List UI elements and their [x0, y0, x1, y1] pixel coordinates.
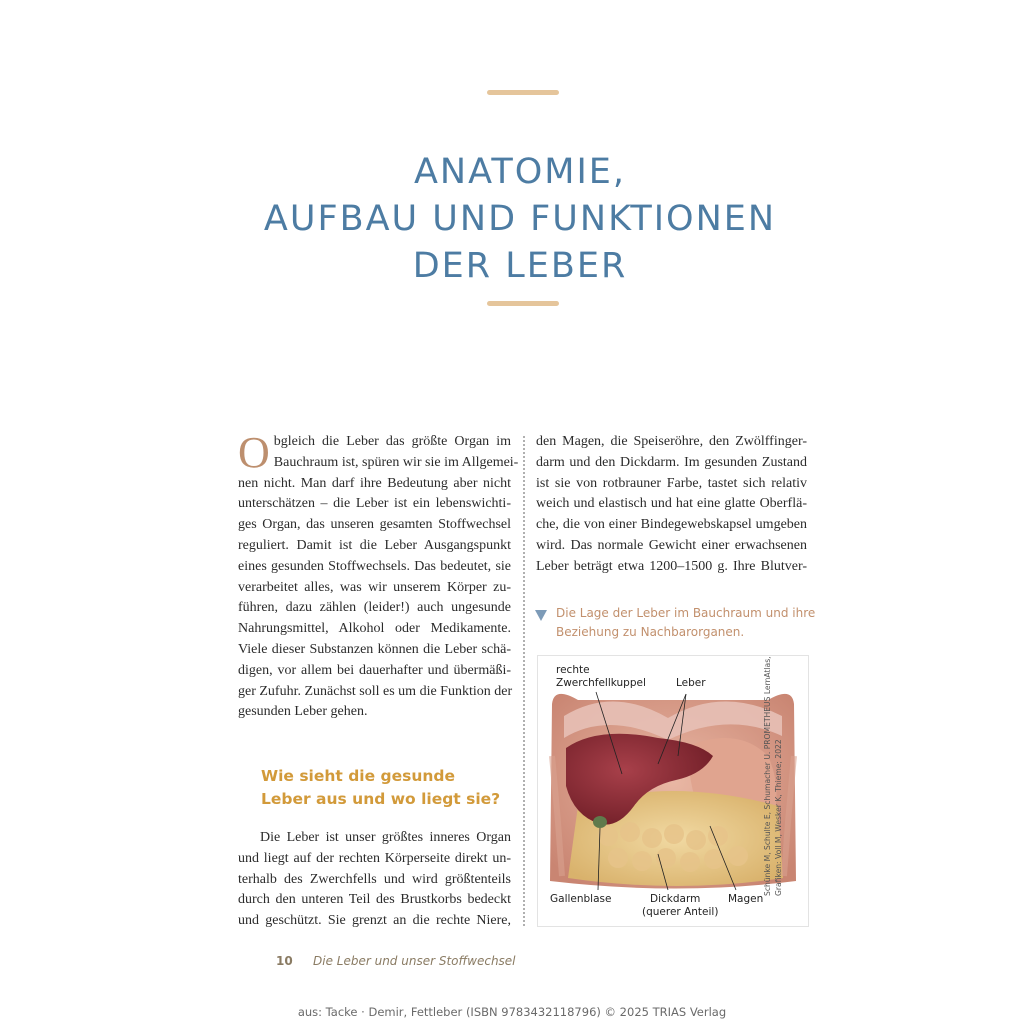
text-line: wird. Das normale Gewicht einer erwachsenen: [536, 537, 807, 553]
section-heading: [261, 765, 511, 811]
drop-cap: O: [238, 428, 270, 477]
text-line: Die Leber ist unser größtes inneres Organ: [260, 830, 511, 845]
text-line: che, die von einer Bindegewebskapsel umgeben: [536, 517, 807, 533]
label-gallenblase: Gallenblase: [550, 893, 612, 905]
text-line: nen nicht. Man darf ihre Bedeutung aber nicht: [238, 475, 511, 491]
section-heading-line: Leber aus und wo liegt sie?: [261, 790, 501, 808]
text-line: bgleich die Leber das größte Organ im: [273, 434, 511, 449]
label-zwerchfell-1: rechte: [556, 664, 590, 676]
source-footer: aus: Tacke · Demir, Fettleber (ISBN 9783432118796) © 2025 TRIAS Verlag: [297, 1005, 727, 1019]
credit-line: Grafiken: Voll M, Wesker K, Thieme; 2022: [774, 739, 783, 896]
top-decorative-rule: [487, 90, 559, 95]
label-dickdarm-1: Dickdarm: [650, 893, 701, 905]
text-line: Viele dieser Substanzen können die Leber schä-: [238, 641, 511, 657]
text-line: darm und den Dickdarm. Im gesunden Zustand: [536, 454, 807, 470]
label-leber: Leber: [676, 677, 706, 689]
text-line: eines gesunden Stoffwechsels. Das bedeutet, sie: [238, 558, 511, 574]
text-line: Nahrungsmittel, Alkohol oder Medikamente.: [238, 621, 511, 637]
section-paragraph-left: [238, 828, 511, 932]
text-line: Leber beträgt etwa 1200–1500 g. Ihre Blutver-: [536, 558, 807, 574]
chapter-title-line: AUFBAU UND FUNKTIONEN: [263, 199, 777, 240]
label-dickdarm-2: (querer Anteil): [642, 906, 719, 918]
label-magen: Magen: [728, 893, 764, 905]
text-line: digen, vor allem bei dauerhafter und übermäßi-: [238, 662, 511, 678]
text-line: verarbeitet alles, was wir unserem Körper zu-: [238, 579, 511, 595]
chapter-title-line: ANATOMIE,: [413, 152, 627, 193]
text-line: ger Zufuhr. Zunächst soll es um die Funktion der: [238, 683, 513, 699]
caption-line: Die Lage der Leber im Bauchraum und ihre: [556, 606, 816, 620]
section-paragraph-right: [536, 432, 807, 578]
bottom-decorative-rule: [487, 301, 559, 306]
chapter-title: [0, 149, 1024, 290]
chapter-title-line: DER LEBER: [412, 246, 628, 287]
text-line: und geschützt. Sie grenzt an die rechte Niere,: [238, 913, 511, 929]
figure-caption: [556, 604, 816, 641]
text-line: weich und elastisch und hat eine glatte Oberflä-: [536, 496, 807, 512]
text-line: unterschätzen – die Leber ist ein lebenswichti-: [238, 496, 511, 512]
intro-paragraph: [238, 428, 519, 723]
column-divider: [523, 436, 525, 926]
text-line: ges Organ, das unseren gesamten Stoffwechsel: [238, 517, 511, 533]
page-number: 10: [276, 954, 293, 968]
text-line: terhalb des Zwerchfells und wird größtenteils: [238, 871, 511, 887]
text-line: führen, dazu zählen (leider!) auch ungesunde: [238, 600, 511, 616]
text-line: durch den unteren Teil des Brustkorbs bedeckt: [238, 892, 511, 908]
section-heading-line: Wie sieht die gesunde: [261, 767, 456, 785]
gallbladder: [593, 816, 607, 828]
text-line: gesunden Leber gehen.: [238, 704, 368, 720]
running-title: Die Leber und unser Stoffwechsel: [313, 954, 516, 968]
credit-line: Schünke M, Schulte E, Schumacher U. PROMETHEUS LernAtlas,: [763, 656, 772, 896]
text-line: reguliert. Damit ist die Leber Ausgangspunkt: [238, 537, 511, 553]
figure-credit: [762, 656, 784, 896]
text-line: den Magen, die Speiseröhre, den Zwölffinger-: [536, 434, 807, 449]
label-zwerchfell-2: Zwerchfellkuppel: [556, 677, 646, 689]
caption-line: Beziehung zu Nachbarorganen.: [556, 624, 745, 639]
caption-marker-icon: [535, 610, 547, 621]
text-line: Bauchraum ist, spüren wir sie im Allgemei-: [273, 454, 519, 470]
text-line: ist sie von rotbrauner Farbe, tastet sich relativ: [536, 475, 807, 491]
text-line: und liegt auf der rechten Körperseite direkt un-: [238, 850, 511, 866]
